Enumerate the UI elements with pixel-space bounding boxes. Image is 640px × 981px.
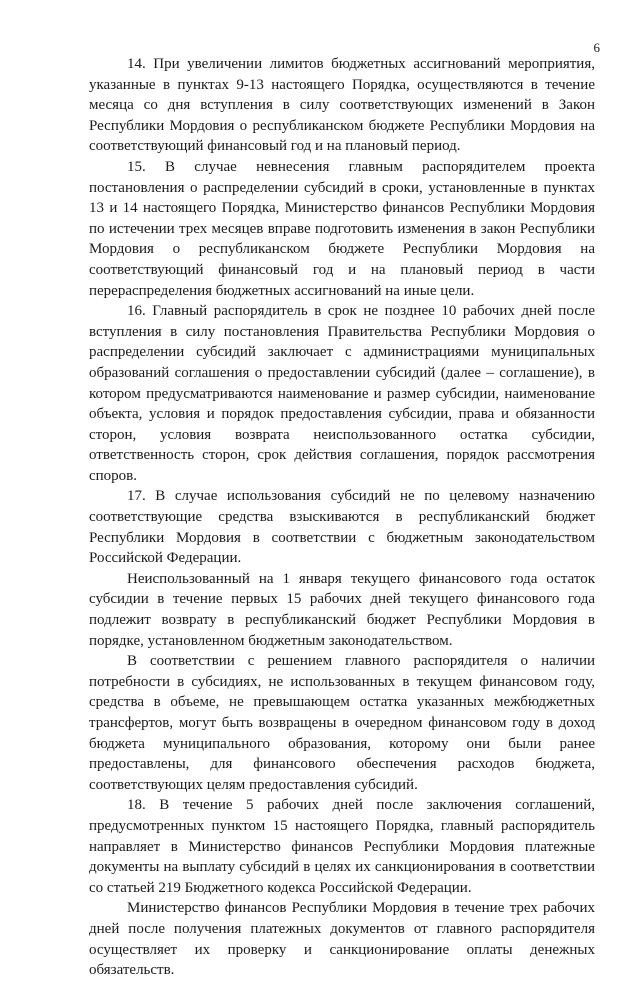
paragraph-item-17: 17. В случае использования субсидий не по целевому назначению соответствующие средства взыскиваются в республиканский бюджет Республики Мордовия в соответствии с бюджетным законодательством Российской Федерации. [89, 488, 595, 567]
paragraph-return-funds: В соответствии с решением главного распорядителя о наличии потребности в субсидиях, не использованных в текущем финансовом году, средства в объеме, не превышающем остатка указанных межбюджетных трансфертов, могут быть возвращены в очередном финансовом году в доход бюджета муниципального образования, которому они были ранее предоставлены, для финансового обеспечения расходов бюджета, соответствующих целям предоставления субсидий. [89, 653, 595, 793]
document-body [89, 54, 595, 981]
paragraph-unused-balance: Неиспользованный на 1 января текущего финансового года остаток субсидии в течение первых 15 рабочих дней текущего финансового года подлежит возврату в республиканский бюджет Республики Мордовия в порядке, установленном бюджетным законодательством. [89, 570, 595, 649]
paragraph-item-15: 15. В случае невнесения главным распорядителем проекта постановления о распределении субсидий в сроки, установленные в пунктах 13 и 14 настоящего Порядка, Министерство финансов Республики Мордовия по истечении трех месяцев вправе подготовить изменения в закон Республики Мордовия о республиканском бюджете Республики Мордовия на соответствующий финансовый год и на плановый период в части перераспределения бюджетных ассигнований на иные цели. [89, 158, 595, 299]
page-number: 6 [593, 40, 600, 55]
paragraph-item-16: 16. Главный распорядитель в срок не позднее 10 рабочих дней после вступления в силу постановления Правительства Республики Мордовия о распределении субсидий заключает с администрациями муниципальных образований соглашения о предоставлении субсидий (далее – соглашение), в котором предусматриваются наименование и размер субсидии, наименование объекта, условия и порядок предоставления субсидии, права и обязанности сторон, условия возврата неиспользованного остатка субсидии, ответственность сторон, срок действия соглашения, порядок рассмотрения споров. [89, 303, 595, 484]
paragraph-item-18: 18. В течение 5 рабочих дней после заключения соглашений, предусмотренных пунктом 15 настоящего Порядка, главный распорядитель направляет в Министерство финансов Республики Мордовия платежные документы на выплату субсидий в целях их санкционирования в соответствии со статьей 219 Бюджетного кодекса Российской Федерации. [89, 797, 595, 896]
paragraph-ministry-check: Министерство финансов Республики Мордовия в течение трех рабочих дней после получения платежных документов от главного распорядителя осуществляет их проверку и санкционирование оплаты денежных обязательств. [89, 900, 595, 979]
paragraph-item-14: 14. При увеличении лимитов бюджетных ассигнований мероприятия, указанные в пунктах 9-13 настоящего Порядка, осуществляются в течение месяца со дня вступления в силу соответствующих изменений в Закон Республики Мордовия о республиканском бюджете Республики Мордовия на соответствующий финансовый год и на плановый период. [89, 56, 595, 155]
